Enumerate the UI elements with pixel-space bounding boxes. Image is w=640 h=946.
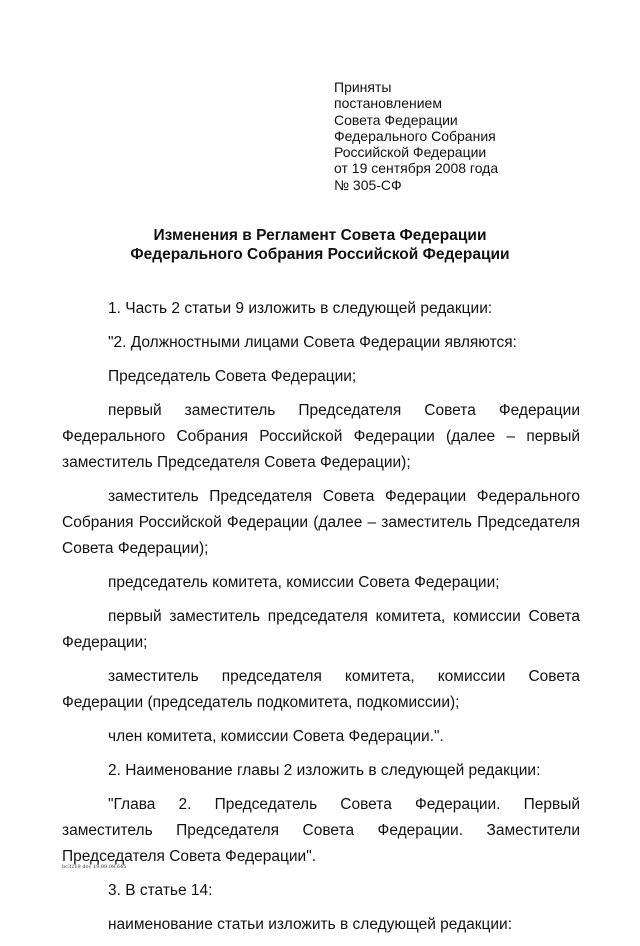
title-line-1: Изменения в Регламент Совета Федерации bbox=[153, 227, 487, 244]
stamp-line: Федерального Собрания bbox=[334, 127, 496, 144]
paragraph: заместитель председателя комитета, комиссии Совета Федерации (председатель подкомитета, подкомиссии); bbox=[62, 668, 580, 711]
file-footer: bc3219 doc 19.09.08 645 bbox=[62, 864, 127, 870]
stamp-line: Приняты bbox=[334, 79, 392, 95]
stamp-line: № 305-СФ bbox=[334, 176, 402, 193]
title-line-2: Федерального Собрания Российской Федерации bbox=[130, 246, 510, 263]
paragraph: заместитель Председателя Совета Федерации Федерального Собрания Российской Федерации (далее – заместитель Председателя Совета Федерации); bbox=[62, 488, 580, 557]
document-body bbox=[62, 296, 580, 946]
stamp-line: постановлением bbox=[334, 95, 442, 112]
stamp-line: Совета Федерации bbox=[334, 111, 458, 128]
paragraph: председатель комитета, комиссии Совета Федерации; bbox=[108, 574, 500, 591]
paragraph: 2. Наименование главы 2 изложить в следующей редакции: bbox=[108, 762, 541, 779]
stamp-line: Российской Федерации bbox=[334, 144, 487, 161]
paragraph: первый заместитель Председателя Совета Федерации Федерального Собрания Российской Федерации (далее – первый заместитель Председателя Совета Федерации); bbox=[62, 402, 580, 471]
paragraph: 3. В статье 14: bbox=[108, 882, 213, 899]
paragraph: "Глава 2. Председатель Совета Федерации. Первый заместитель Председателя Совета Федерации. Заместители Председателя Совета Федерации". bbox=[62, 796, 580, 865]
paragraph: первый заместитель председателя комитета, комиссии Совета Федерации; bbox=[62, 608, 580, 651]
paragraph: 1. Часть 2 статьи 9 изложить в следующей редакции: bbox=[108, 300, 493, 317]
paragraph: "2. Должностными лицами Совета Федерации являются: bbox=[108, 334, 517, 351]
stamp-line: от 19 сентября 2008 года bbox=[334, 160, 499, 177]
paragraph: Председатель Совета Федерации; bbox=[108, 368, 357, 385]
paragraph: член комитета, комиссии Совета Федерации.". bbox=[108, 728, 444, 745]
document-title bbox=[60, 226, 580, 264]
paragraph: наименование статьи изложить в следующей редакции: bbox=[108, 916, 513, 933]
approval-stamp bbox=[334, 79, 498, 193]
